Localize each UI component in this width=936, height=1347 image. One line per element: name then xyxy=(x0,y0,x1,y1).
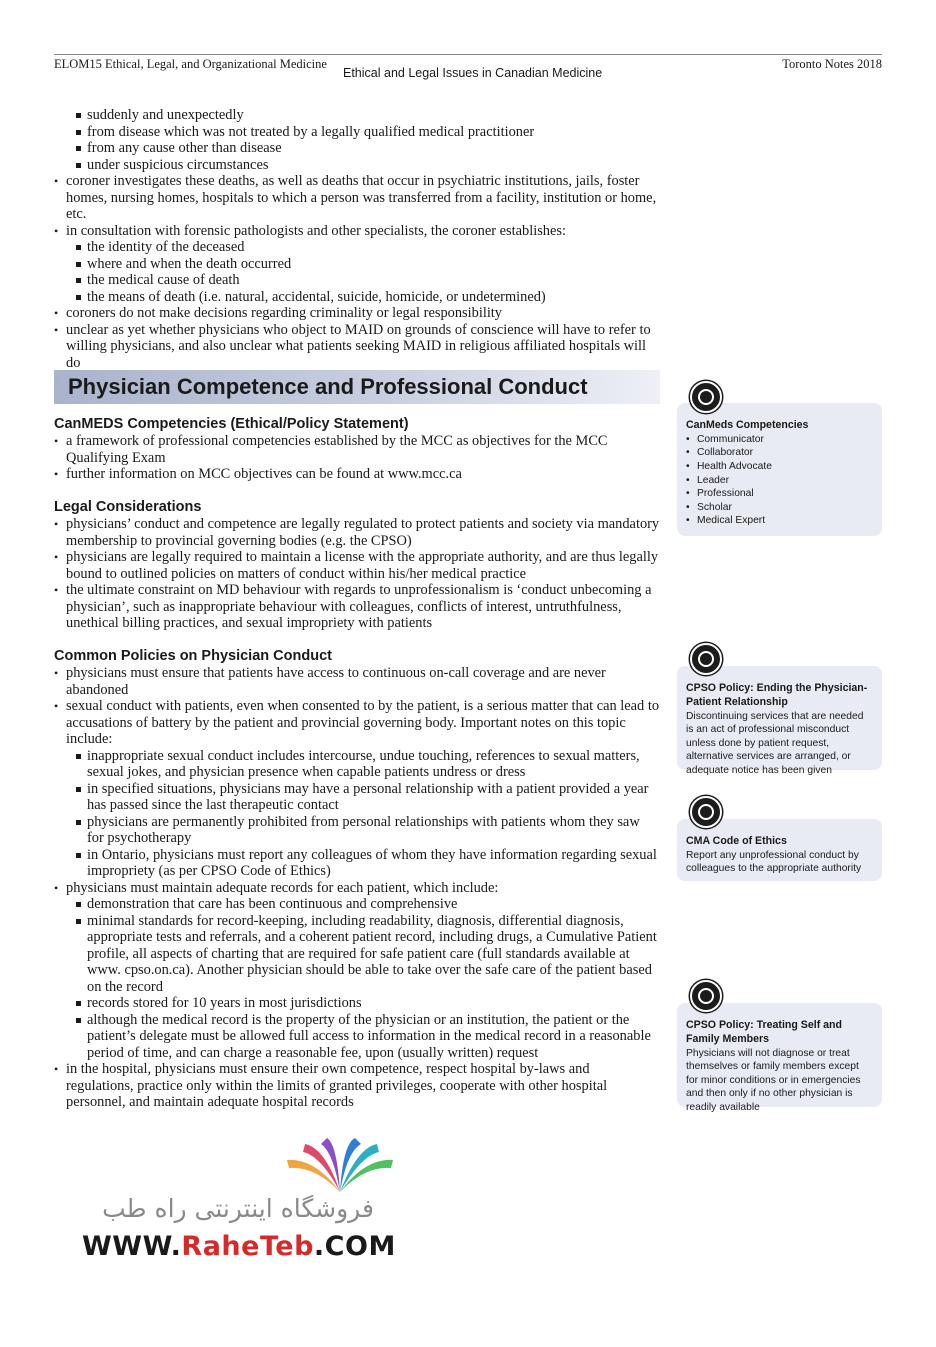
list-item: • a framework of professional competencies established by the MCC as objectives for the MCC Qualifying Exam xyxy=(54,433,660,466)
header-section: Ethical and Legal Issues in Canadian Medicine xyxy=(343,66,603,80)
list-item: inappropriate sexual conduct includes intercourse, undue touching, references to sexual matters, sexual jokes, and physician presence when capable patients undress or dress xyxy=(66,748,660,781)
coroner-bullets xyxy=(54,173,660,371)
list-item: physicians are permanently prohibited from personal relationships with patients whom they saw for psychotherapy xyxy=(66,814,660,847)
list-item: • physicians must ensure that patients have access to continuous on-call coverage and are never abandoned xyxy=(54,665,660,698)
list-item: in specified situations, physicians may have a personal relationship with a patient provided a year has passed since the last therapeutic contact xyxy=(66,781,660,814)
seal-icon xyxy=(690,796,722,828)
watermark-logo xyxy=(80,1138,400,1268)
canmeds-section xyxy=(54,416,660,483)
seal-icon xyxy=(690,381,722,413)
list-item: • Scholar xyxy=(686,501,873,515)
list-item: • the ultimate constraint on MD behaviour with regards to unprofessionalism is ‘conduct unbecoming a physician’, such as inappropriate behaviour with colleagues, conflicts of interest, untruthfulness, unethical billing practices, and sexual impropriety with patients xyxy=(54,582,660,632)
sidebar-box-title: CMA Code of Ethics xyxy=(686,835,787,847)
sidebar-box-text: Discontinuing services that are needed is an act of professional misconduct unless done by patient request, alternative services are arranged, or adequate notice has been given xyxy=(686,710,864,776)
list-item: where and when the death occurred xyxy=(66,256,660,273)
sidebar-box-text: Physicians will not diagnose or treat themselves or family members except for minor conditions or in emergencies and then only if no other physician is readily available xyxy=(686,1047,861,1113)
coroner-list xyxy=(54,107,660,371)
sidebar-canmeds-box xyxy=(677,403,882,536)
coroner-establishes-list xyxy=(66,239,660,305)
list-item: • physicians are legally required to maintain a license with the appropriate authority, and are thus legally bound to outlined policies on matters of conduct within his/her medical practice xyxy=(54,549,660,582)
list-item: suddenly and unexpectedly xyxy=(54,107,660,124)
sidebar-cma-box xyxy=(677,819,882,881)
sidebar-cpso-ending-box xyxy=(677,666,882,776)
watermark-url-suffix: .COM xyxy=(313,1231,396,1262)
policies-heading: Common Policies on Physician Conduct xyxy=(54,648,332,664)
list-item: • coroners do not make decisions regarding criminality or legal responsibility xyxy=(54,305,660,322)
list-item: under suspicious circumstances xyxy=(54,157,660,174)
records-list xyxy=(66,896,660,1061)
sidebar-cpso-self-box xyxy=(677,1003,882,1113)
list-item: • further information on MCC objectives can be found at www.mcc.ca xyxy=(54,466,660,483)
list-item: • Collaborator xyxy=(686,446,873,460)
list-item: from disease which was not treated by a legally qualified medical practitioner xyxy=(54,124,660,141)
section-banner xyxy=(54,370,660,404)
legal-list xyxy=(54,516,660,632)
header-edition: Toronto Notes 2018 xyxy=(782,57,882,71)
sidebar-box-title: CanMeds Competencies xyxy=(686,419,809,431)
watermark-url-brand: RaheTeb xyxy=(181,1231,314,1262)
sidebar-canmeds-list xyxy=(686,433,873,528)
policies-section xyxy=(54,648,660,1111)
list-item xyxy=(54,880,660,1062)
sidebar-box-text: Report any unprofessional conduct by colleagues to the appropriate authority xyxy=(686,849,862,875)
list-item: the identity of the deceased xyxy=(66,239,660,256)
list-item: although the medical record is the property of the physician or an institution, the patient or the patient’s delegate must be allowed full access to information in the medical record in a reasonable period of time, and can charge a reasonable fee, upon (usually written) request xyxy=(66,1012,660,1062)
list-item-text: physicians must maintain adequate records for each patient, which include: xyxy=(66,879,499,896)
watermark-url xyxy=(82,1231,396,1262)
list-item: the medical cause of death xyxy=(66,272,660,289)
list-item: • physicians’ conduct and competence are legally regulated to protect patients and society via mandatory membership to provincial governing bodies (e.g. the CPSO) xyxy=(54,516,660,549)
list-item xyxy=(54,223,660,306)
list-item: the means of death (i.e. natural, accidental, suicide, homicide, or undetermined) xyxy=(66,289,660,306)
seal-icon xyxy=(690,643,722,675)
watermark-persian-text: فروشگاه اینترنتی راه طب xyxy=(102,1194,374,1223)
list-item xyxy=(54,698,660,880)
list-item: • Health Advocate xyxy=(686,460,873,474)
list-item: minimal standards for record-keeping, including readability, diagnosis, differential diagnosis, appropriate tests and referrals, and a coherent patient record, including drugs, a Cumulative Patient profile, all aspects of charting that are required for safe patient care (full standards available at www. cpso.on.ca). Another physician should be able to take over the safe care of the patient based on the record xyxy=(66,913,660,996)
book-fan-icon xyxy=(285,1138,395,1194)
list-item: • Medical Expert xyxy=(686,514,873,528)
sidebar-box-title: CPSO Policy: Ending the Physician-Patient Relationship xyxy=(686,682,868,708)
seal-icon xyxy=(690,980,722,1012)
sidebar-box-title: CPSO Policy: Treating Self and Family Members xyxy=(686,1019,842,1045)
list-item: • in the hospital, physicians must ensure their own competence, respect hospital by-laws and regulations, practice only within the limits of granted privileges, cooperate with other hospital personnel, and maintain adequate hospital records xyxy=(54,1061,660,1111)
header-chapter: ELOM15 Ethical, Legal, and Organizational Medicine xyxy=(54,57,327,71)
list-item-text: sexual conduct with patients, even when consented to by the patient, is a serious matter that can lead to accusations of battery by the patient and provincial governing body. Important notes on this topic include: xyxy=(66,698,660,747)
watermark-url-prefix: WWW. xyxy=(82,1231,182,1262)
list-item: • Communicator xyxy=(686,433,873,447)
list-item: in Ontario, physicians must report any colleagues of whom they have information regarding sexual impropriety (as per CPSO Code of Ethics) xyxy=(66,847,660,880)
death-circumstances-list xyxy=(54,107,660,173)
list-item: demonstration that care has been continuous and comprehensive xyxy=(66,896,660,913)
section-title: Physician Competence and Professional Conduct xyxy=(68,374,588,399)
list-item: records stored for 10 years in most jurisdictions xyxy=(66,995,660,1012)
list-item: • Professional xyxy=(686,487,873,501)
list-item-text: in consultation with forensic pathologists and other specialists, the coroner establishes: xyxy=(66,222,566,239)
policies-list xyxy=(54,665,660,1111)
canmeds-list xyxy=(54,433,660,483)
list-item: • coroner investigates these deaths, as well as deaths that occur in psychiatric institutions, jails, foster homes, nursing homes, hospitals to which a person was transferred from a facility, institution or home, etc. xyxy=(54,173,660,223)
sexual-conduct-list xyxy=(66,748,660,880)
canmeds-heading: CanMEDS Competencies (Ethical/Policy Statement) xyxy=(54,416,409,432)
legal-heading: Legal Considerations xyxy=(54,499,202,515)
list-item: • unclear as yet whether physicians who object to MAID on grounds of conscience will have to refer to willing physicians, and also unclear what patients seeking MAID in religious affiliated hospitals will do xyxy=(54,322,660,372)
legal-section xyxy=(54,499,660,632)
header-rule xyxy=(54,54,882,55)
list-item: • Leader xyxy=(686,474,873,488)
list-item: from any cause other than disease xyxy=(54,140,660,157)
